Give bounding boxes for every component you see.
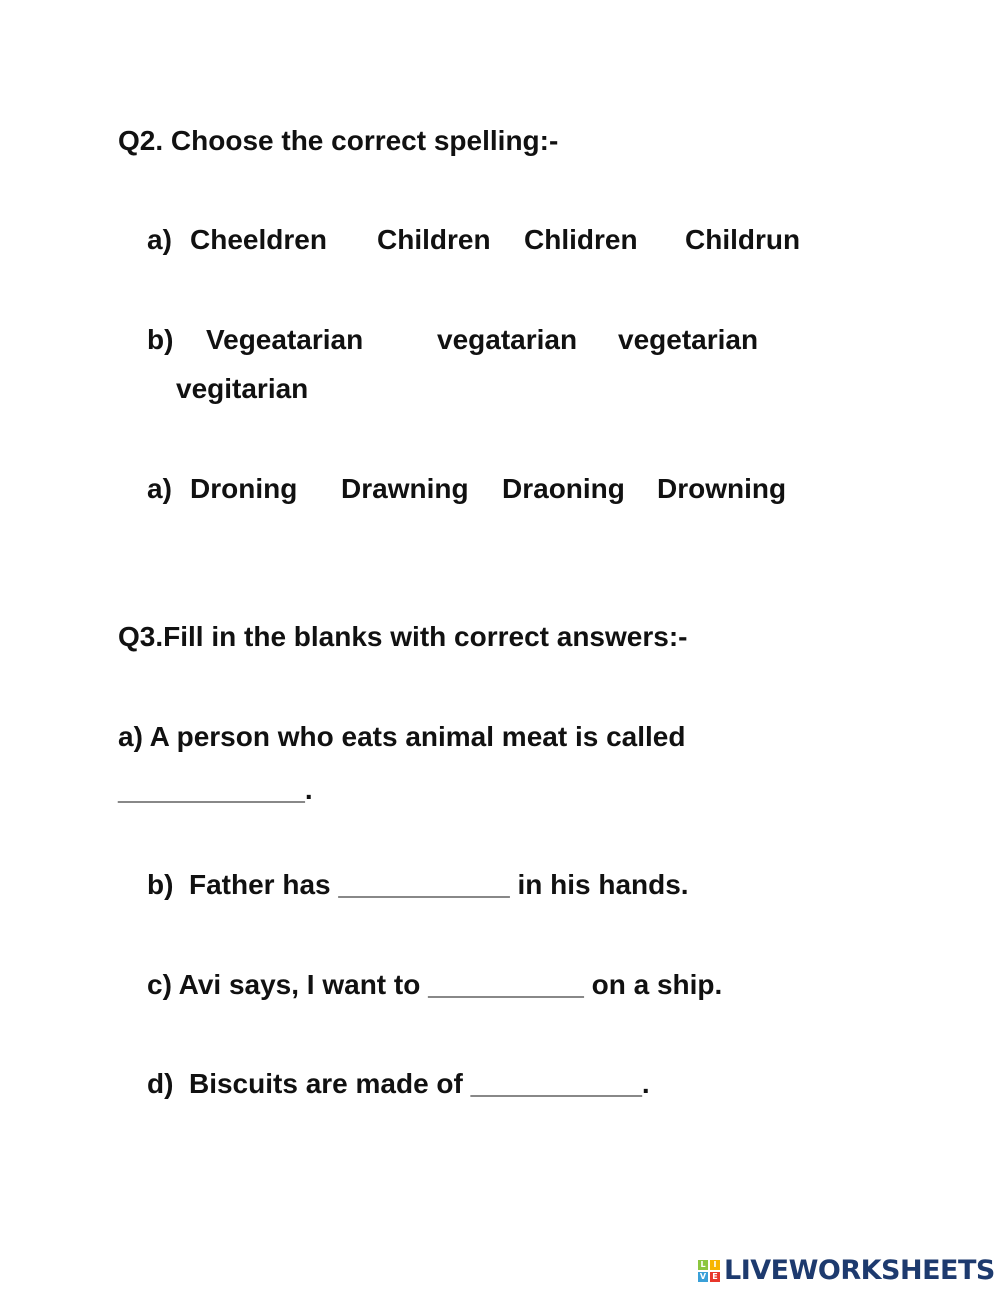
- logo-tile: L: [698, 1260, 708, 1270]
- logo-tiles-icon: [698, 1260, 720, 1282]
- q2c-option-2[interactable]: Drawning: [341, 473, 469, 504]
- q3c-question[interactable]: c) Avi says, I want to __________ on a ship.: [147, 969, 723, 1000]
- q2b-option-1[interactable]: Vegeatarian: [206, 324, 364, 355]
- q2b-option-2[interactable]: vegatarian: [437, 324, 578, 355]
- q2a-option-3[interactable]: Chlidren: [524, 224, 638, 255]
- q2c-label: a): [147, 473, 172, 504]
- q2-title: Q2. Choose the correct spelling:-: [118, 125, 559, 156]
- logo-tile: V: [699, 1271, 707, 1281]
- logo-tile: I: [710, 1260, 720, 1270]
- q2c-option-4[interactable]: Drowning: [657, 473, 787, 504]
- q3a-blank[interactable]: ____________.: [118, 774, 313, 805]
- q3a-question: a) A person who eats animal meat is called: [118, 721, 686, 752]
- q2a-label: a): [147, 224, 172, 255]
- q3b-question[interactable]: b) Father has ___________ in his hands.: [147, 869, 689, 900]
- q2a-option-1[interactable]: Cheeldren: [190, 224, 327, 255]
- q2c-option-1[interactable]: Droning: [190, 473, 298, 504]
- q2c-option-3[interactable]: Draoning: [502, 473, 625, 504]
- logo-text: LIVEWORKSHEETS: [724, 1255, 995, 1286]
- q2a-option-2[interactable]: Children: [377, 224, 491, 255]
- q2b-option-3[interactable]: vegetarian: [618, 324, 759, 355]
- liveworksheets-logo: [698, 1255, 995, 1286]
- q2b-option-4[interactable]: vegitarian: [176, 373, 309, 404]
- q2a-option-4[interactable]: Childrun: [685, 224, 801, 255]
- logo-tile: E: [710, 1272, 720, 1282]
- q2b-label: b): [147, 324, 174, 355]
- q3d-question[interactable]: d) Biscuits are made of ___________.: [147, 1068, 650, 1099]
- q3-title: Q3.Fill in the blanks with correct answers:-: [118, 621, 688, 652]
